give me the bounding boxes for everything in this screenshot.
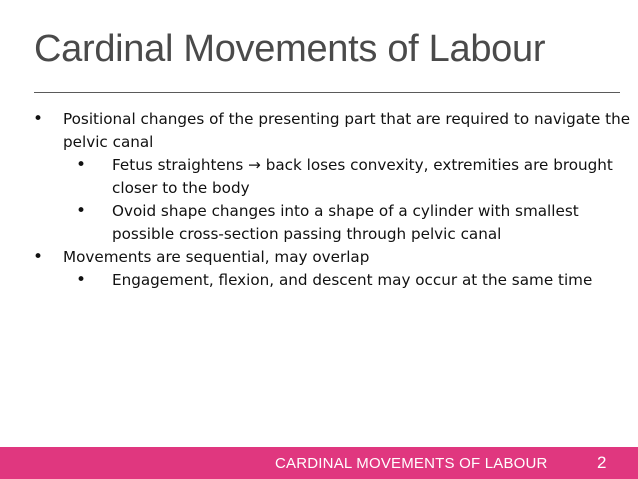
page-number: 2 [597,453,607,472]
bullet-icon: • [76,201,87,221]
sub-bullet-text: Ovoid shape changes into a shape of a cylinder with smallest possible cross-section passing through pelvic canal [112,202,579,243]
sub-bullet-text: Fetus straightens → back loses convexity, extremities are brought closer to the body [112,156,613,197]
bullet-icon: • [33,247,44,267]
bullet-text: Movements are sequential, may overlap [63,248,370,266]
bullet-item [0,246,638,269]
sub-bullet-item [0,269,638,292]
bullet-icon: • [76,155,87,175]
sub-bullet-item [0,200,638,246]
sub-bullet-item [0,154,638,200]
bullet-list [0,108,638,292]
bullet-icon: • [76,270,87,290]
sub-bullet-text: Engagement, flexion, and descent may occur at the same time [112,271,593,289]
footer-label: CARDINAL MOVEMENTS OF LABOUR [275,455,548,472]
title-divider [34,92,620,93]
bullet-item [0,108,638,154]
slide-title: Cardinal Movements of Labour [34,28,546,70]
bullet-icon: • [33,109,44,129]
bullet-text: Positional changes of the presenting part that are required to navigate the pelvic canal [63,110,631,151]
